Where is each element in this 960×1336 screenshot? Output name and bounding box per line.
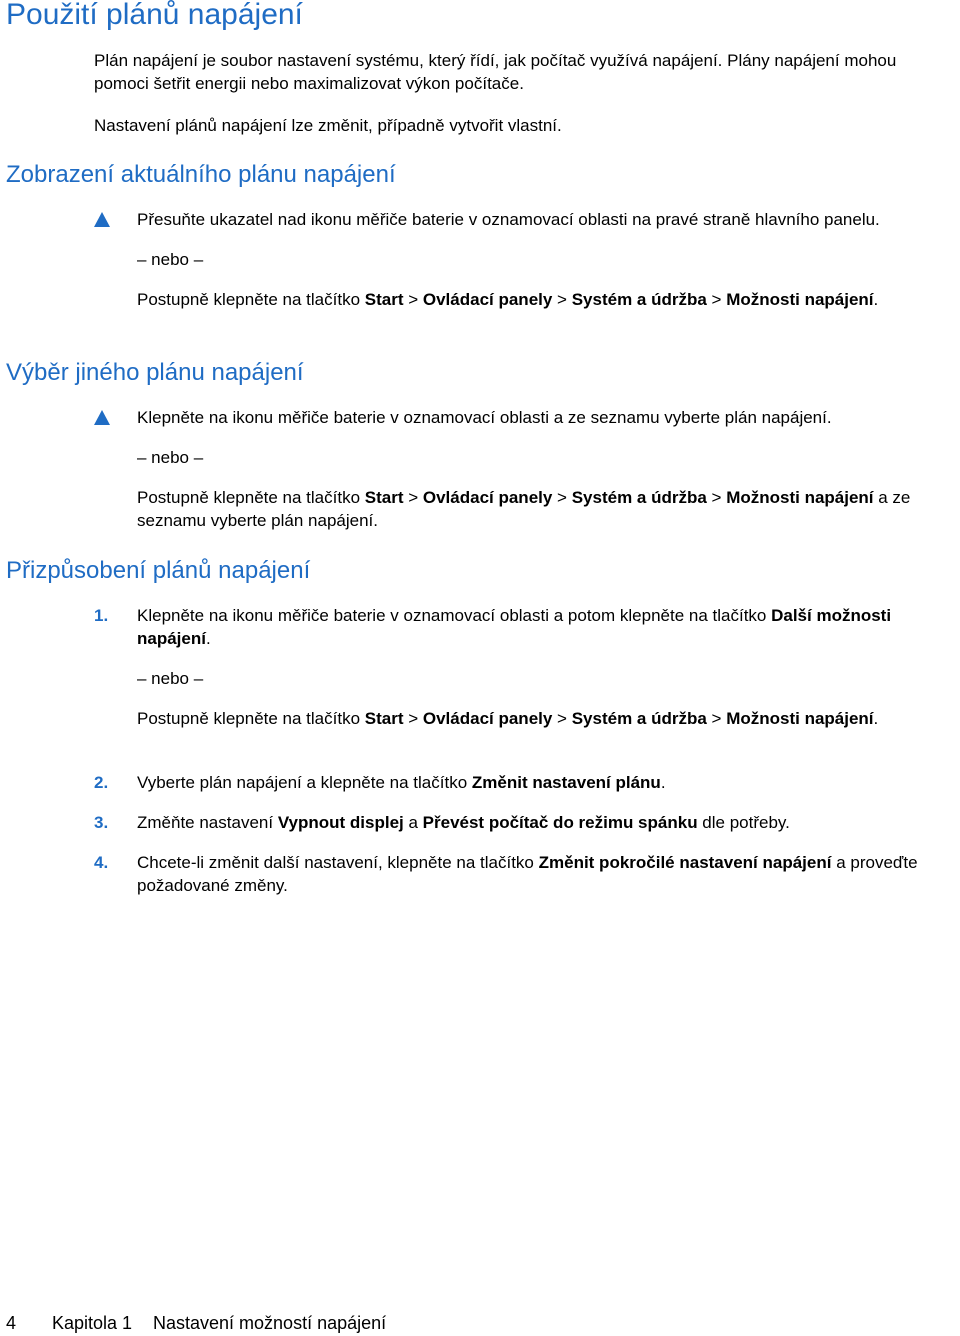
section-heading-current-plan: Zobrazení aktuálního plánu napájení <box>6 161 396 188</box>
section2-path-text: Postupně klepněte na tlačítko Start > Ovládací panely > Systém a údržba > Možnosti napájení a ze seznamu vyberte plán napájení. <box>137 488 911 530</box>
or-separator: – nebo – <box>137 669 204 688</box>
or-separator: – nebo – <box>137 448 204 467</box>
step4-text: Chcete-li změnit další nastavení, klepněte na tlačítko Změnit pokročilé nastavení napájení a proveďte požadované změny. <box>137 853 918 895</box>
triangle-bullet-icon <box>94 212 110 227</box>
step-number: 3. <box>94 813 109 832</box>
triangle-bullet-icon <box>94 410 110 425</box>
step-number: 4. <box>94 853 109 872</box>
step1-text: Klepněte na ikonu měřiče baterie v oznamovací oblasti a potom klepněte na tlačítko Další možnosti napájení. <box>137 606 892 648</box>
step3-text: Změňte nastavení Vypnout displej a Převést počítač do režimu spánku dle potřeby. <box>137 813 790 832</box>
page-title: Použití plánů napájení <box>6 0 303 31</box>
section-heading-customize-plans: Přizpůsobení plánů napájení <box>6 557 311 584</box>
footer-chapter-title: Nastavení možností napájení <box>153 1313 387 1333</box>
section-heading-select-plan: Výběr jiného plánu napájení <box>6 359 304 386</box>
footer-chapter: Kapitola 1 <box>52 1313 133 1333</box>
or-separator: – nebo – <box>137 250 204 269</box>
step2-text: Vyberte plán napájení a klepněte na tlačítko Změnit nastavení plánu. <box>137 773 666 792</box>
intro-paragraph-2: Nastavení plánů napájení lze změnit, případně vytvořit vlastní. <box>94 116 562 135</box>
step-number: 2. <box>94 773 109 792</box>
section1-bullet-text: Přesuňte ukazatel nad ikonu měřiče baterie v oznamovací oblasti na pravé straně hlavního panelu. <box>137 210 880 229</box>
section1-path-text: Postupně klepněte na tlačítko Start > Ovládací panely > Systém a údržba > Možnosti napájení. <box>137 290 879 309</box>
intro-paragraph-1: Plán napájení je soubor nastavení systému, který řídí, jak počítač využívá napájení. Plány napájení mohou pomoci šetřit energii nebo maximalizovat výkon počítače. <box>94 51 897 93</box>
footer-page-number: 4 <box>6 1313 17 1333</box>
step1-path-text: Postupně klepněte na tlačítko Start > Ovládací panely > Systém a údržba > Možnosti napájení. <box>137 709 879 728</box>
step-number: 1. <box>94 606 109 625</box>
section2-bullet-text: Klepněte na ikonu měřiče baterie v oznamovací oblasti a ze seznamu vyberte plán napájení. <box>137 408 832 427</box>
